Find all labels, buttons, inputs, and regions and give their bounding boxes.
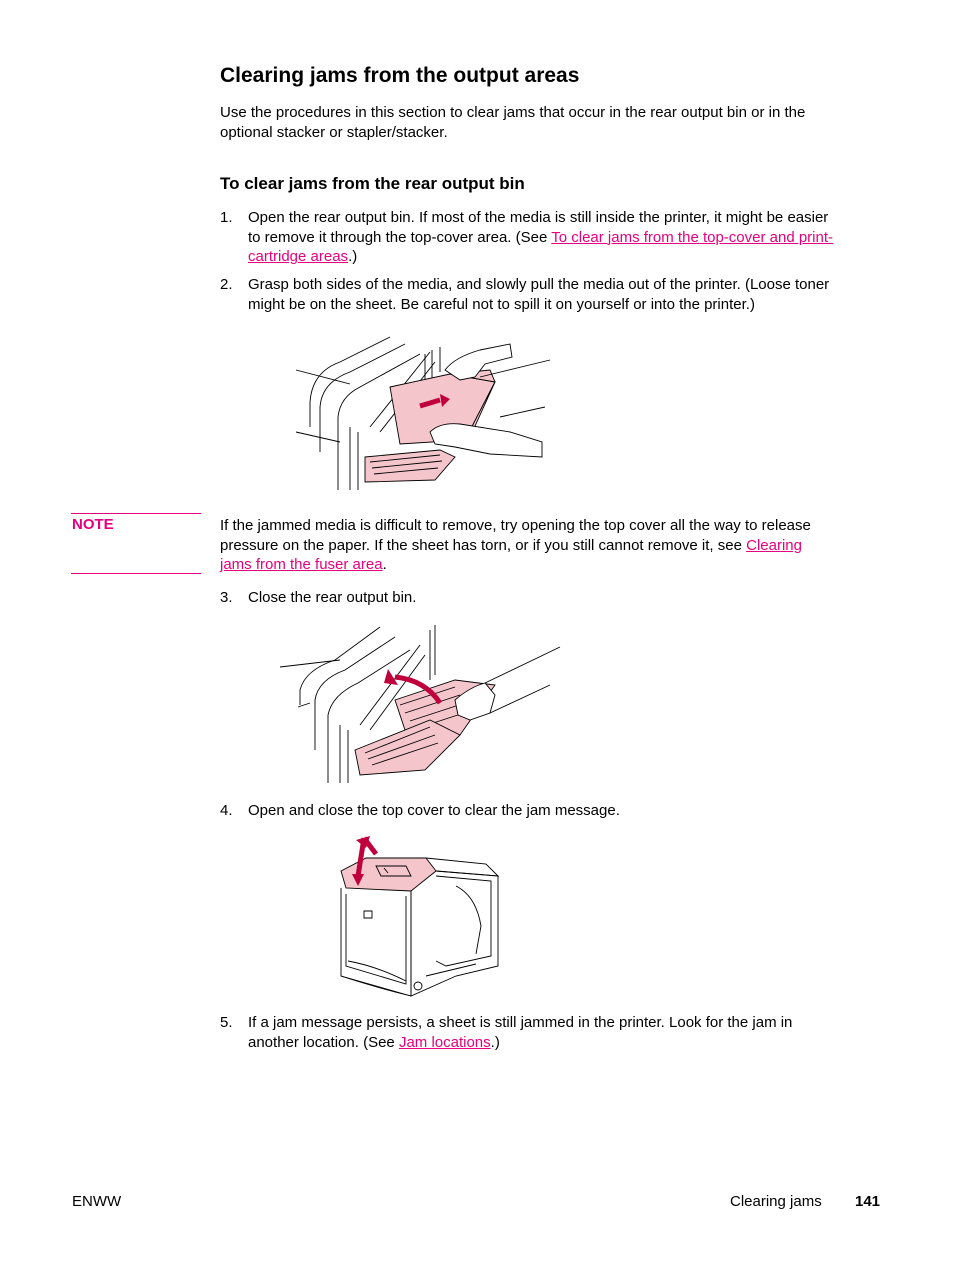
illustration-pull-media: [280, 332, 555, 490]
step-text: Grasp both sides of the media, and slowly pull the media out of the printer. (Loose toner: [248, 276, 830, 293]
step-number: 5.: [220, 1014, 233, 1031]
step-text: Close the rear output bin.: [248, 589, 417, 606]
note-line: If the jammed media is difficult to remove, try opening the top cover all the way to release: [220, 517, 811, 534]
step-number: 1.: [220, 209, 233, 226]
step-text: to remove it through the top-cover area. (See: [248, 228, 552, 246]
intro-line: optional stacker or stapler/stacker.: [220, 123, 448, 141]
step-number: 2.: [220, 276, 233, 293]
illustration-printer-top-cover: [336, 836, 504, 998]
step-text: Open and close the top cover to clear the jam message.: [248, 802, 620, 819]
illustration-close-bin: [280, 625, 562, 783]
subheading: To clear jams from the rear output bin: [220, 174, 525, 193]
link-jam-locations[interactable]: Jam locations: [398, 1033, 491, 1051]
note-text: [220, 516, 880, 575]
step-text: Open the rear output bin. If most of the media is still inside the printer, it might be easier: [248, 209, 829, 226]
page-number: 141: [855, 1193, 881, 1210]
note-top-rule: [71, 513, 201, 514]
page-heading: Clearing jams from the output areas: [220, 64, 580, 87]
link-fuser-jams[interactable]: Clearing: [746, 536, 802, 554]
step-number: 3.: [220, 589, 233, 606]
note-bottom-rule: [71, 573, 201, 574]
intro-line: Use the procedures in this section to clear jams that occur in the rear output bin or in the: [220, 104, 806, 121]
note-label: NOTE: [72, 516, 114, 533]
step-text: might be on the sheet. Be careful not to spill it on yourself or into the printer.): [248, 295, 755, 313]
link-top-cover-jams-cont[interactable]: cartridge areas: [248, 248, 349, 265]
step-text: .): [348, 248, 358, 265]
note-line: pressure on the paper. If the sheet has torn, or if you still cannot remove it, see: [220, 536, 747, 554]
step-text: .): [490, 1033, 500, 1051]
footer-section: Clearing jams: [730, 1193, 822, 1210]
note-line: .: [382, 556, 387, 573]
step-number: 4.: [220, 802, 233, 819]
step-text: another location. (See: [248, 1033, 399, 1051]
link-fuser-jams-cont[interactable]: jams from the fuser area: [220, 556, 383, 573]
step-text: If a jam message persists, a sheet is still jammed in the printer. Look for the jam in: [248, 1014, 793, 1031]
footer-left: ENWW: [72, 1193, 122, 1210]
link-top-cover-jams[interactable]: To clear jams from the top-cover and print-: [551, 228, 834, 246]
intro-paragraph: [220, 103, 880, 142]
